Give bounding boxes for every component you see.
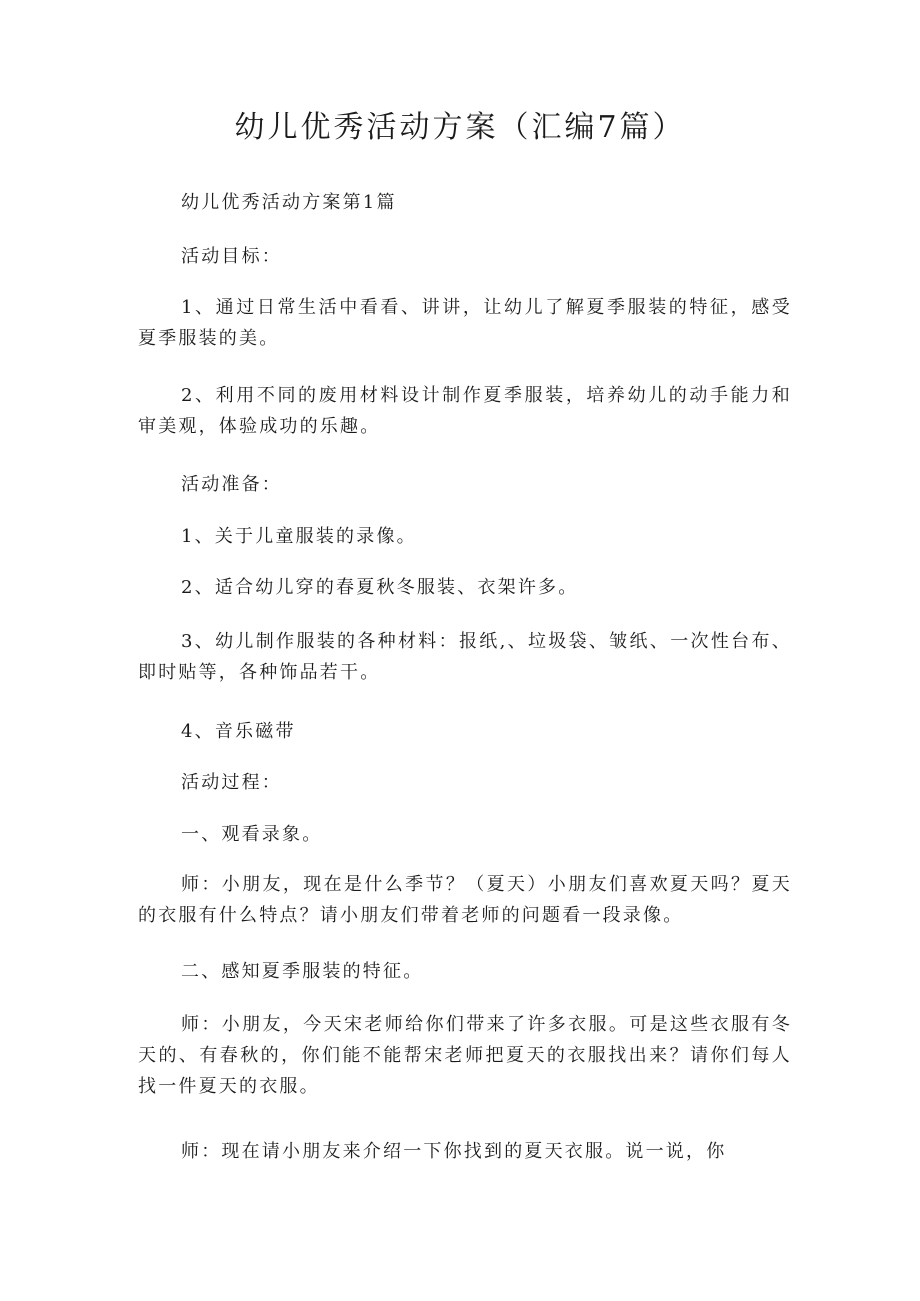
paragraph: 活动过程： bbox=[181, 772, 282, 793]
section-heading: 幼儿优秀活动方案第1篇 bbox=[181, 192, 397, 213]
paragraph: 4、音乐磁带 bbox=[181, 721, 296, 742]
paragraph: 1、通过日常生活中看看、讲讲，让幼儿了解夏季服装的特征，感受夏季服装的美。 bbox=[138, 297, 792, 349]
document-title: 幼儿优秀活动方案（汇编7篇） bbox=[234, 110, 686, 145]
paragraph: 3、幼儿制作服装的各种材料：报纸,、垃圾袋、皱纸、一次性台布、即时贴等，各种饰品若干。 bbox=[138, 631, 792, 683]
paragraph: 活动目标： bbox=[181, 246, 282, 267]
paragraph: 二、感知夏季服装的特征。 bbox=[181, 961, 424, 982]
paragraph: 2、适合幼儿穿的春夏秋冬服装、衣架许多。 bbox=[181, 577, 579, 598]
paragraph: 活动准备： bbox=[181, 474, 282, 495]
paragraph: 师：现在请小朋友来介绍一下你找到的夏天衣服。说一说，你 bbox=[181, 1141, 727, 1162]
paragraph: 师：小朋友，现在是什么季节？（夏天）小朋友们喜欢夏天吗？夏天的衣服有什么特点？请小朋友们带着老师的问题看一段录像。 bbox=[138, 874, 792, 926]
paragraph: 1、关于儿童服装的录像。 bbox=[181, 526, 417, 547]
paragraph: 一、观看录象。 bbox=[181, 824, 323, 845]
paragraph: 师：小朋友，今天宋老师给你们带来了许多衣服。可是这些衣服有冬天的、有春秋的，你们能不能帮宋老师把夏天的衣服找出来？请你们每人找一件夏天的衣服。 bbox=[138, 1014, 792, 1097]
paragraph: 2、利用不同的废用材料设计制作夏季服装，培养幼儿的动手能力和审美观，体验成功的乐趣。 bbox=[138, 385, 792, 437]
